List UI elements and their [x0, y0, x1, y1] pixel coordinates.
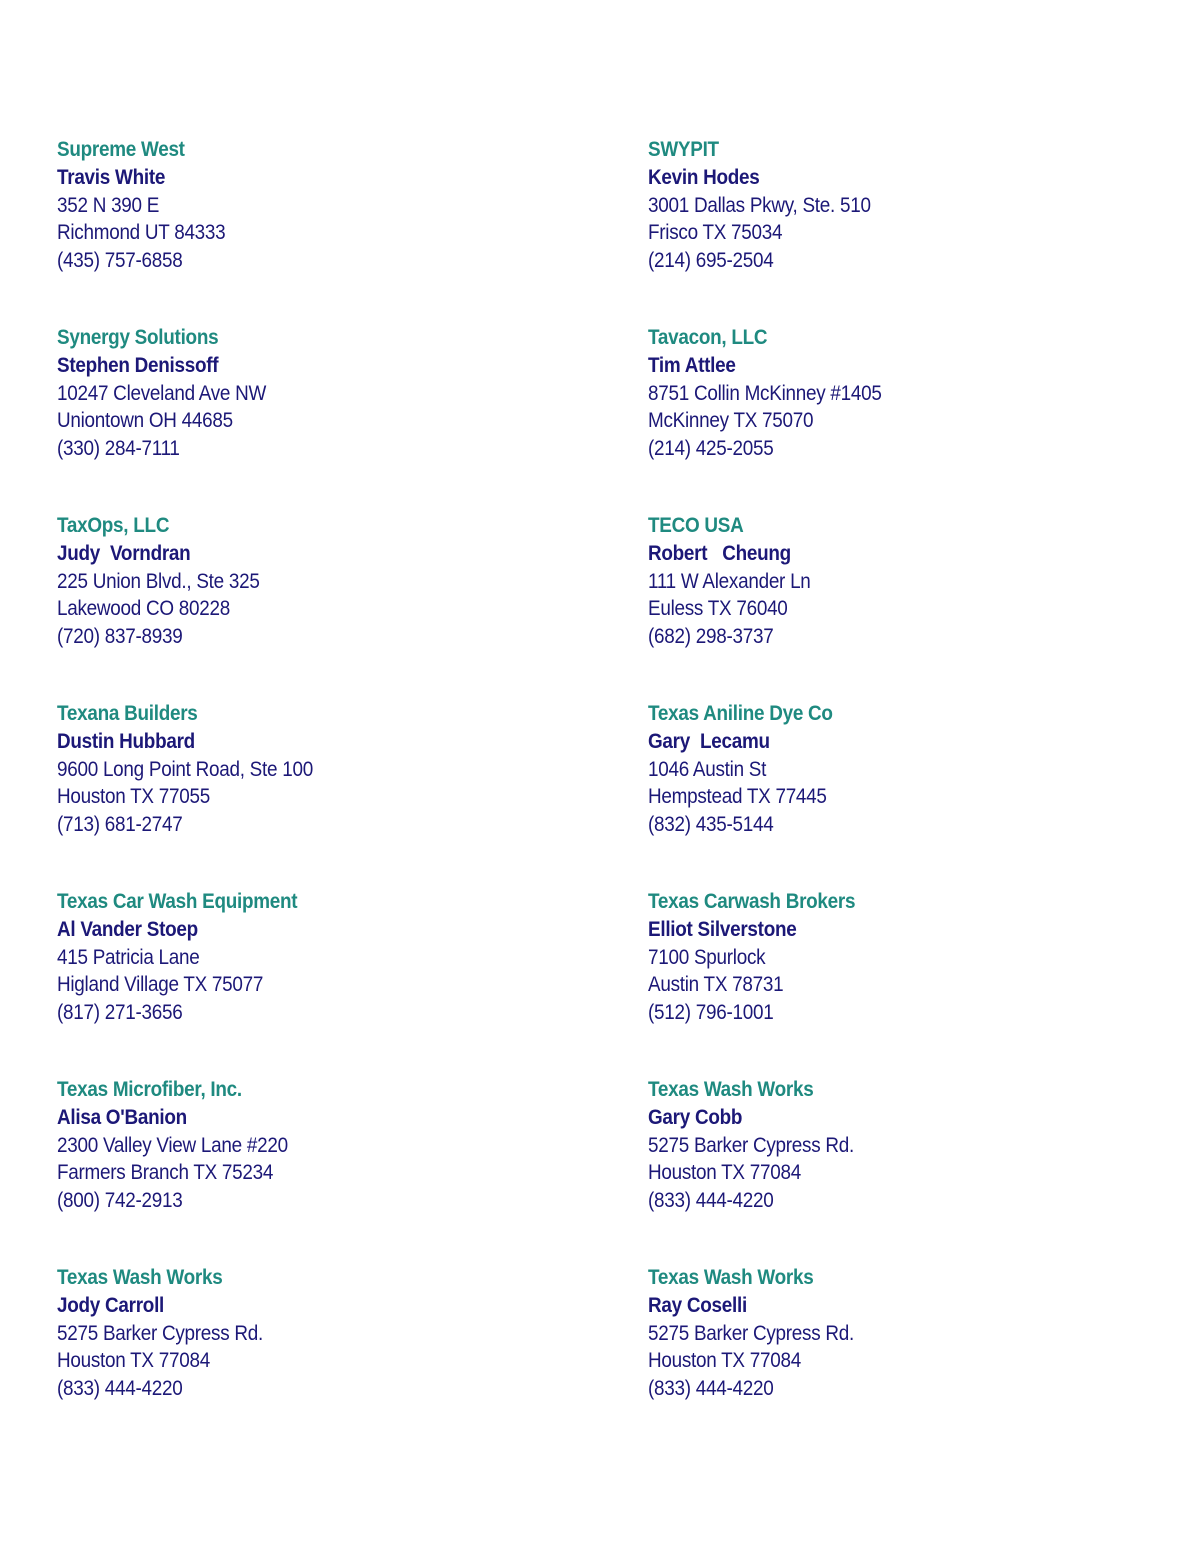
- company-name: Texana Builders: [57, 702, 198, 725]
- contact-name: Jody Carroll: [57, 1293, 165, 1317]
- street-address: 111 W Alexander Ln: [648, 569, 811, 593]
- city-state-zip: Lakewood CO 80228: [57, 597, 230, 621]
- contact-name: Al Vander Stoep: [57, 917, 198, 941]
- city-state-zip: McKinney TX 75070: [648, 409, 814, 433]
- phone-number: (817) 271-3656: [57, 1001, 183, 1025]
- company-name: Texas Carwash Brokers: [648, 890, 856, 913]
- city-state-zip: Houston TX 77084: [648, 1161, 801, 1185]
- street-address: 225 Union Blvd., Ste 325: [57, 569, 260, 593]
- company-name: Texas Microfiber, Inc.: [57, 1078, 242, 1101]
- directory-entry: [57, 1264, 525, 1403]
- company-name: TaxOps, LLC: [57, 514, 170, 537]
- street-address: 7100 Spurlock: [648, 945, 766, 969]
- phone-number: (435) 757-6858: [57, 249, 183, 273]
- street-address: 10247 Cleveland Ave NW: [57, 381, 267, 405]
- street-address: 5275 Barker Cypress Rd.: [648, 1133, 854, 1157]
- phone-number: (833) 444-4220: [648, 1189, 774, 1213]
- contact-name: Judy Vorndran: [57, 541, 191, 565]
- city-state-zip: Houston TX 77084: [648, 1349, 801, 1373]
- city-state-zip: Farmers Branch TX 75234: [57, 1161, 274, 1185]
- directory-entry: [648, 1264, 1116, 1403]
- city-state-zip: Houston TX 77055: [57, 785, 210, 809]
- phone-number: (330) 284-7111: [57, 437, 180, 461]
- directory-entry: [648, 1076, 1116, 1215]
- phone-number: (713) 681-2747: [57, 813, 183, 837]
- phone-number: (214) 425-2055: [648, 437, 774, 461]
- city-state-zip: Frisco TX 75034: [648, 221, 783, 245]
- contact-name: Travis White: [57, 165, 166, 189]
- phone-number: (800) 742-2913: [57, 1189, 183, 1213]
- directory-entry: [648, 512, 1116, 651]
- contact-name: Stephen Denissoff: [57, 353, 219, 377]
- contact-name: Gary Cobb: [648, 1105, 743, 1129]
- phone-number: (214) 695-2504: [648, 249, 774, 273]
- contact-name: Elliot Silverstone: [648, 917, 797, 941]
- city-state-zip: Uniontown OH 44685: [57, 409, 233, 433]
- street-address: 352 N 390 E: [57, 193, 160, 217]
- street-address: 5275 Barker Cypress Rd.: [648, 1321, 854, 1345]
- company-name: Texas Aniline Dye Co: [648, 702, 833, 725]
- contact-name: Dustin Hubbard: [57, 729, 195, 753]
- street-address: 3001 Dallas Pkwy, Ste. 510: [648, 193, 871, 217]
- phone-number: (833) 444-4220: [648, 1377, 774, 1401]
- directory-entry: [648, 136, 1116, 275]
- street-address: 415 Patricia Lane: [57, 945, 200, 969]
- city-state-zip: Houston TX 77084: [57, 1349, 210, 1373]
- phone-number: (512) 796-1001: [648, 1001, 774, 1025]
- company-name: Texas Wash Works: [57, 1266, 223, 1289]
- contact-name: Ray Coselli: [648, 1293, 747, 1317]
- contact-name: Alisa O'Banion: [57, 1105, 187, 1129]
- city-state-zip: Euless TX 76040: [648, 597, 788, 621]
- company-name: Texas Car Wash Equipment: [57, 890, 298, 913]
- city-state-zip: Higland Village TX 75077: [57, 973, 264, 997]
- phone-number: (833) 444-4220: [57, 1377, 183, 1401]
- contact-name: Gary Lecamu: [648, 729, 770, 753]
- directory-entry: [57, 324, 525, 463]
- street-address: 9600 Long Point Road, Ste 100: [57, 757, 313, 781]
- contact-name: Kevin Hodes: [648, 165, 760, 189]
- directory-entry: [57, 136, 525, 275]
- street-address: 8751 Collin McKinney #1405: [648, 381, 882, 405]
- city-state-zip: Austin TX 78731: [648, 973, 784, 997]
- street-address: 1046 Austin St: [648, 757, 767, 781]
- company-name: TECO USA: [648, 514, 744, 537]
- company-name: Synergy Solutions: [57, 326, 219, 349]
- company-name: Texas Wash Works: [648, 1266, 814, 1289]
- city-state-zip: Hempstead TX 77445: [648, 785, 827, 809]
- street-address: 2300 Valley View Lane #220: [57, 1133, 288, 1157]
- directory-entry: [648, 700, 1116, 839]
- company-name: Texas Wash Works: [648, 1078, 814, 1101]
- directory-entry: [57, 888, 525, 1027]
- directory-entry: [648, 324, 1116, 463]
- directory-entry: [648, 888, 1116, 1027]
- contact-name: Robert Cheung: [648, 541, 791, 565]
- directory-entry: [57, 700, 525, 839]
- street-address: 5275 Barker Cypress Rd.: [57, 1321, 263, 1345]
- phone-number: (682) 298-3737: [648, 625, 774, 649]
- directory-entry: [57, 1076, 525, 1215]
- company-name: SWYPIT: [648, 138, 719, 161]
- contact-name: Tim Attlee: [648, 353, 736, 377]
- phone-number: (832) 435-5144: [648, 813, 774, 837]
- city-state-zip: Richmond UT 84333: [57, 221, 226, 245]
- directory-entry: [57, 512, 525, 651]
- company-name: Supreme West: [57, 138, 185, 161]
- company-name: Tavacon, LLC: [648, 326, 768, 349]
- phone-number: (720) 837-8939: [57, 625, 183, 649]
